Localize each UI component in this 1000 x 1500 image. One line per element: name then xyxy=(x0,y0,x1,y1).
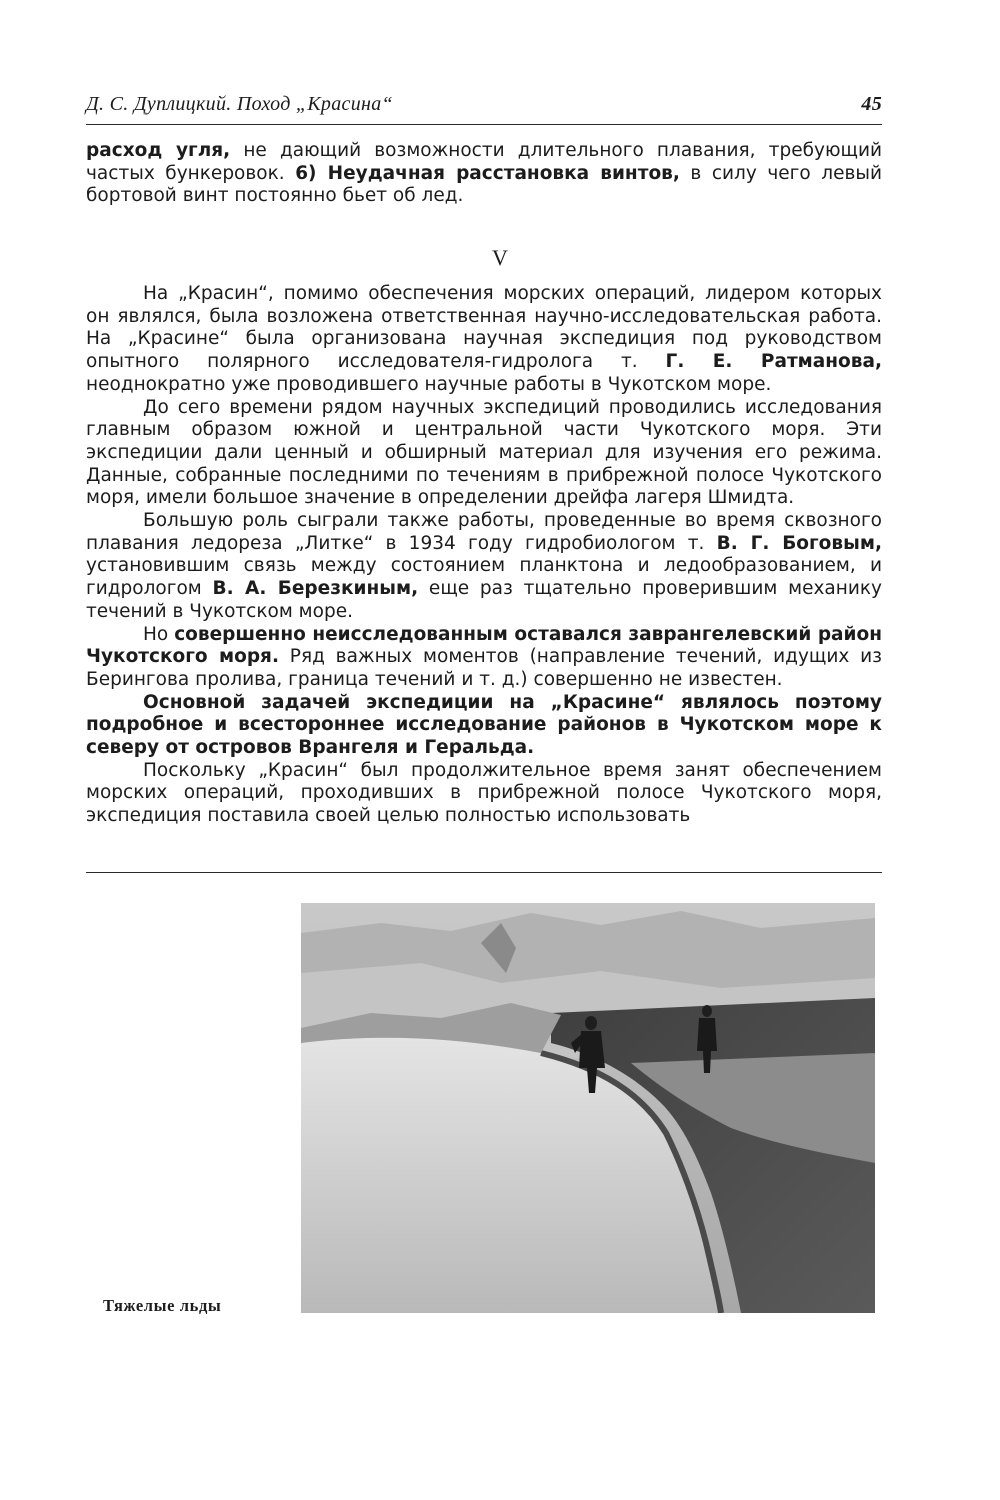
bold-phrase: расход угля, xyxy=(86,140,231,161)
text-run: Ряд важных моментов (направление течений, идущих из Берингова пролива, граница течений и т. д.) совершенно не известен. xyxy=(86,646,882,690)
bold-phrase: В. А. Березкиным, xyxy=(212,578,419,600)
text-run: неоднократно уже проводившего научные работы в Чукотском море. xyxy=(86,373,772,395)
header-rule xyxy=(86,124,882,125)
bold-phrase: Г. Е. Ратманова, xyxy=(665,351,882,373)
bold-phrase: Основной задачей экспедиции на „Красине“ являлось поэтому подробное и всестороннее исследование районов в Чукотском море к северу от островов Врангеля и Геральда. xyxy=(86,691,882,759)
paragraph-3 xyxy=(86,510,882,624)
running-title: Д. С. Дуплицкий. Поход „Красина“ xyxy=(86,93,393,115)
text-run: еще раз тщательно проверившим механику течений в Чукотском море. xyxy=(86,578,882,622)
photo-illustration xyxy=(301,903,875,1313)
text-run: в силу чего левый бортовой винт постоянно бьет об лед. xyxy=(86,162,882,207)
text-run: установившим связь между состоянием планктона и ледообразованием, и гидрологом xyxy=(86,555,882,600)
paragraph-4 xyxy=(86,624,882,692)
section-heading: V xyxy=(492,245,508,270)
ice-photograph xyxy=(301,903,875,1313)
bold-phrase: В. Г. Боговым, xyxy=(716,532,882,554)
page-number: 45 xyxy=(861,93,882,115)
text-run: Но xyxy=(143,623,175,645)
text-run: Большую роль сыграли также работы, проведенные во время сквозного плавания ледореза „Литке“ в 1934 году гидробиологом т. xyxy=(86,510,882,554)
continuation-paragraph xyxy=(86,140,882,208)
figure-caption: Тяжелые льды xyxy=(103,1296,222,1315)
paragraph-5 xyxy=(86,692,882,760)
text-bottom-rule xyxy=(86,872,882,873)
continuation-text xyxy=(86,140,882,208)
bold-phrase: совершенно неисследованным оставался заврангелевский район Чукотского моря. xyxy=(86,623,882,668)
running-head xyxy=(86,93,882,117)
bold-phrase: 6) Неудачная расстановка винтов, xyxy=(295,162,680,184)
text-run: На „Красин“, помимо обеспечения морских операций, лидером которых он являлся, была возложена ответственная научно-исследовательская работа. На „Красине“ была организована научная экспедиция под руководством опытного полярного исследователя-гидролога т. xyxy=(86,283,882,373)
paragraph-1 xyxy=(86,283,882,397)
paragraph-6 xyxy=(86,760,882,828)
paragraph-2 xyxy=(86,397,882,511)
text-run: Поскольку „Красин“ был продолжительное время занят обеспечением морских операций, проходивших в прибрежной полосе Чукотского моря, экспедиция поставила своей целью полностью использовать xyxy=(86,759,882,827)
text-run: не дающий возможности длительного плавания, требующий частых бункеровок. xyxy=(86,140,882,184)
section-body xyxy=(86,283,882,828)
text-run: До сего времени рядом научных экспедиций проводились исследования главным образом южной и центральной части Чукотского моря. Эти экспедиции дали ценный и обширный материал для изучения его режима. Данные, собранные последними по течениям в прибрежной полосе Чукотского моря, имели большое значение в определении дрейфа лагеря Шмидта. xyxy=(86,396,882,509)
